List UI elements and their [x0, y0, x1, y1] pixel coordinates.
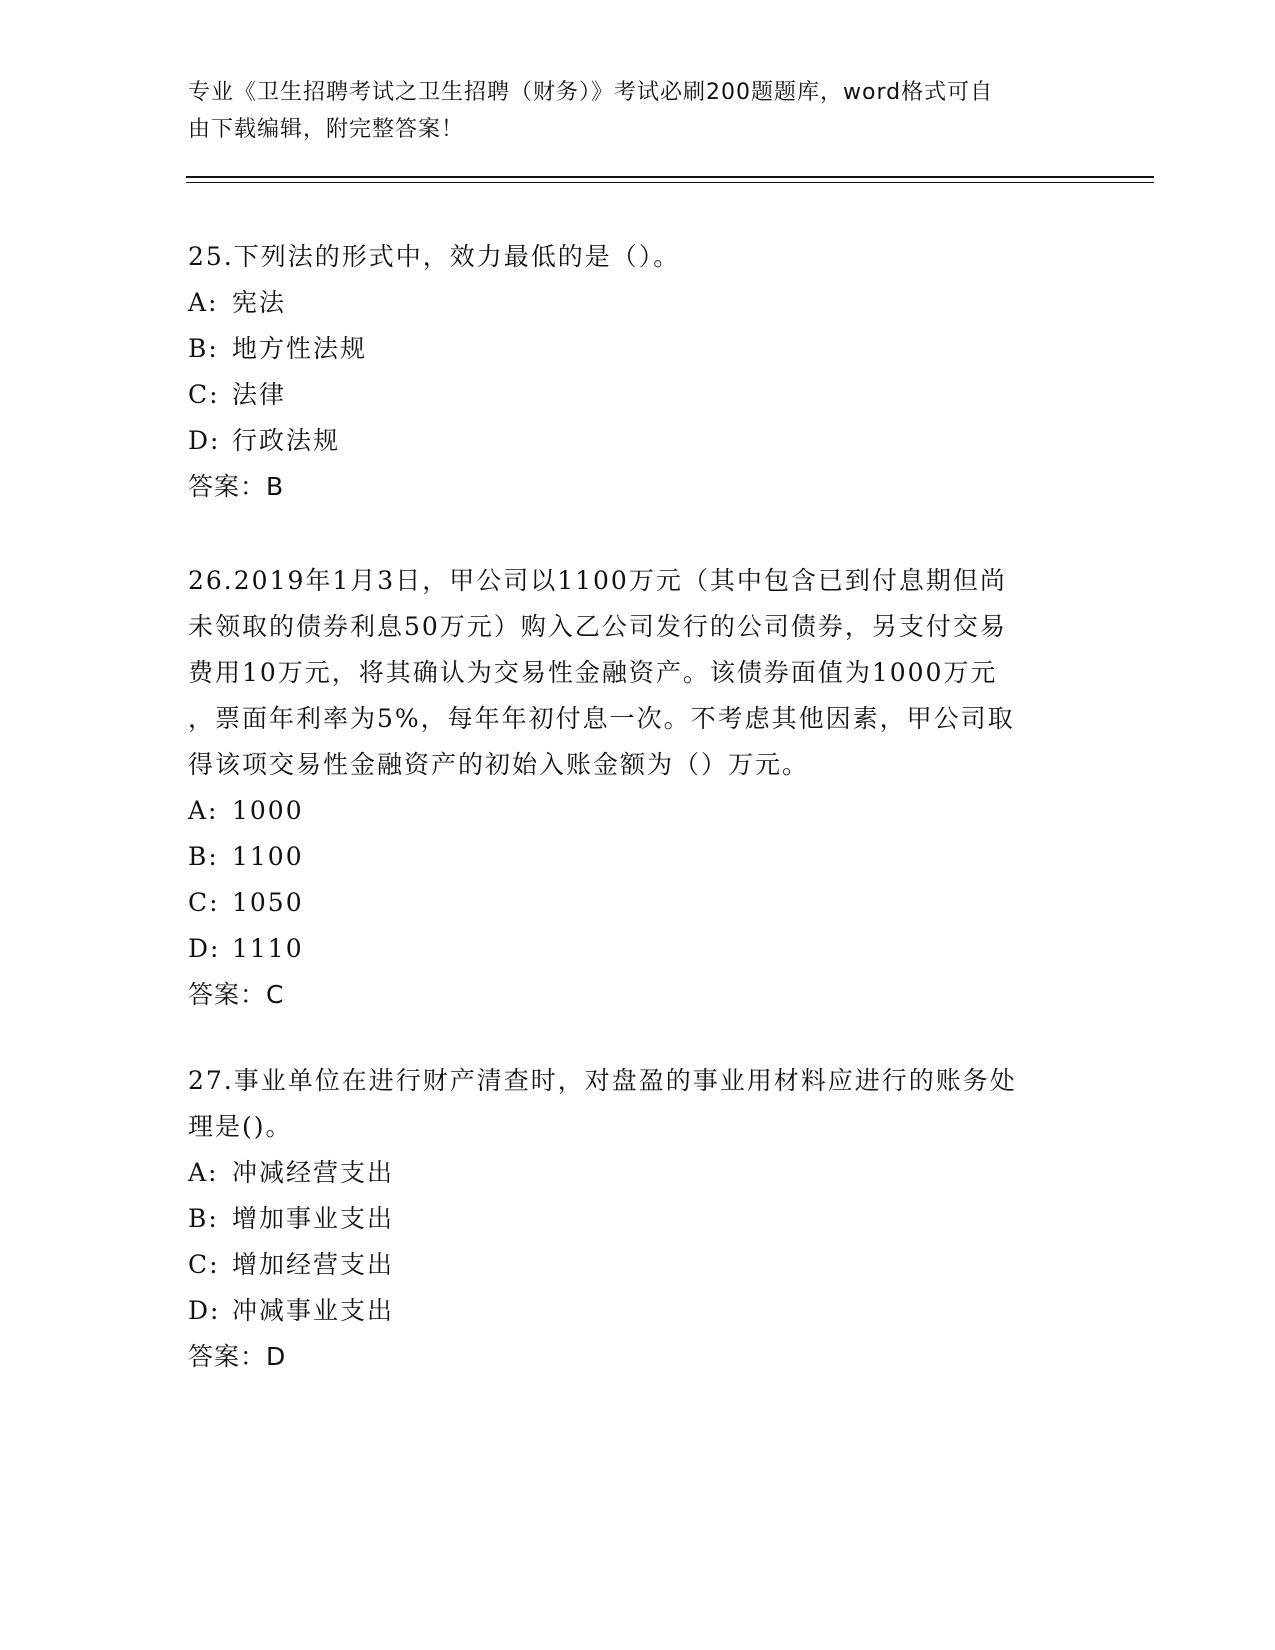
- option-c: [188, 372, 1068, 418]
- option-d: [188, 926, 1068, 972]
- option-a: [188, 1150, 1068, 1196]
- option-letter: B:: [188, 842, 219, 871]
- option-b: [188, 834, 1068, 880]
- question-stem-line: ，票面年利率为5%，每年年初付息一次。不考虑其他因素，甲公司取: [188, 704, 1015, 733]
- option-c: [188, 880, 1068, 926]
- option-a: [188, 788, 1068, 834]
- option-letter: C:: [188, 380, 220, 409]
- question-stem: [188, 234, 1068, 280]
- option-text: 1100: [232, 842, 304, 871]
- option-letter: C:: [188, 888, 220, 917]
- option-letter: D:: [188, 426, 221, 455]
- option-letter: A:: [188, 288, 219, 317]
- question-27: [188, 1058, 1068, 1380]
- header-divider-bottom: [186, 182, 1154, 183]
- option-text: 冲减事业支出: [232, 1296, 395, 1325]
- document-header: [188, 74, 1068, 148]
- option-d: [188, 1288, 1068, 1334]
- option-c: [188, 1242, 1068, 1288]
- option-text: 宪法: [232, 288, 287, 317]
- question-stem: [188, 1058, 1068, 1150]
- answer-line: 答案：D: [188, 1342, 287, 1371]
- option-text: 冲减经营支出: [232, 1158, 395, 1187]
- answer-line: 答案：B: [188, 472, 285, 501]
- header-line-2: 由下载编辑，附完整答案！: [188, 117, 465, 142]
- option-text: 地方性法规: [232, 334, 368, 363]
- question-26: [188, 558, 1068, 1018]
- answer-line: 答案：C: [188, 980, 285, 1009]
- option-letter: D:: [188, 1296, 221, 1325]
- option-letter: A:: [188, 1158, 219, 1187]
- question-stem-line: 25.下列法的形式中，效力最低的是（）。: [188, 242, 681, 271]
- option-text: 行政法规: [232, 426, 341, 455]
- option-a: [188, 280, 1068, 326]
- option-b: [188, 326, 1068, 372]
- question-stem-line: 得该项交易性金融资产的初始入账金额为（）万元。: [188, 750, 810, 779]
- question-stem-line: 未领取的债券利息50万元）购入乙公司发行的公司债券，另支付交易: [188, 612, 1007, 641]
- question-25: [188, 234, 1068, 510]
- option-text: 1050: [232, 888, 304, 917]
- option-list: [188, 788, 1068, 972]
- option-list: [188, 1150, 1068, 1334]
- option-letter: D:: [188, 934, 221, 963]
- option-text: 法律: [232, 380, 287, 409]
- option-text: 增加经营支出: [232, 1250, 395, 1279]
- option-letter: B:: [188, 334, 219, 363]
- question-stem-line: 费用10万元，将其确认为交易性金融资产。该债券面值为1000万元: [188, 658, 998, 687]
- question-stem-line: 27.事业单位在进行财产清查时，对盘盈的事业用材料应进行的账务处: [188, 1066, 1017, 1095]
- question-stem: [188, 558, 1068, 788]
- option-d: [188, 418, 1068, 464]
- option-list: [188, 280, 1068, 464]
- option-letter: B:: [188, 1204, 219, 1233]
- option-b: [188, 1196, 1068, 1242]
- option-text: 1110: [232, 934, 304, 963]
- question-stem-line: 26.2019年1月3日，甲公司以1100万元（其中包含已到付息期但尚: [188, 566, 1007, 595]
- option-text: 1000: [232, 796, 304, 825]
- option-text: 增加事业支出: [232, 1204, 395, 1233]
- header-line-1: 专业《卫生招聘考试之卫生招聘（财务）》考试必刷200题题库，word格式可自: [188, 80, 994, 105]
- header-divider-top: [186, 176, 1154, 178]
- option-letter: C:: [188, 1250, 220, 1279]
- question-stem-line: 理是()。: [188, 1112, 293, 1141]
- option-letter: A:: [188, 796, 219, 825]
